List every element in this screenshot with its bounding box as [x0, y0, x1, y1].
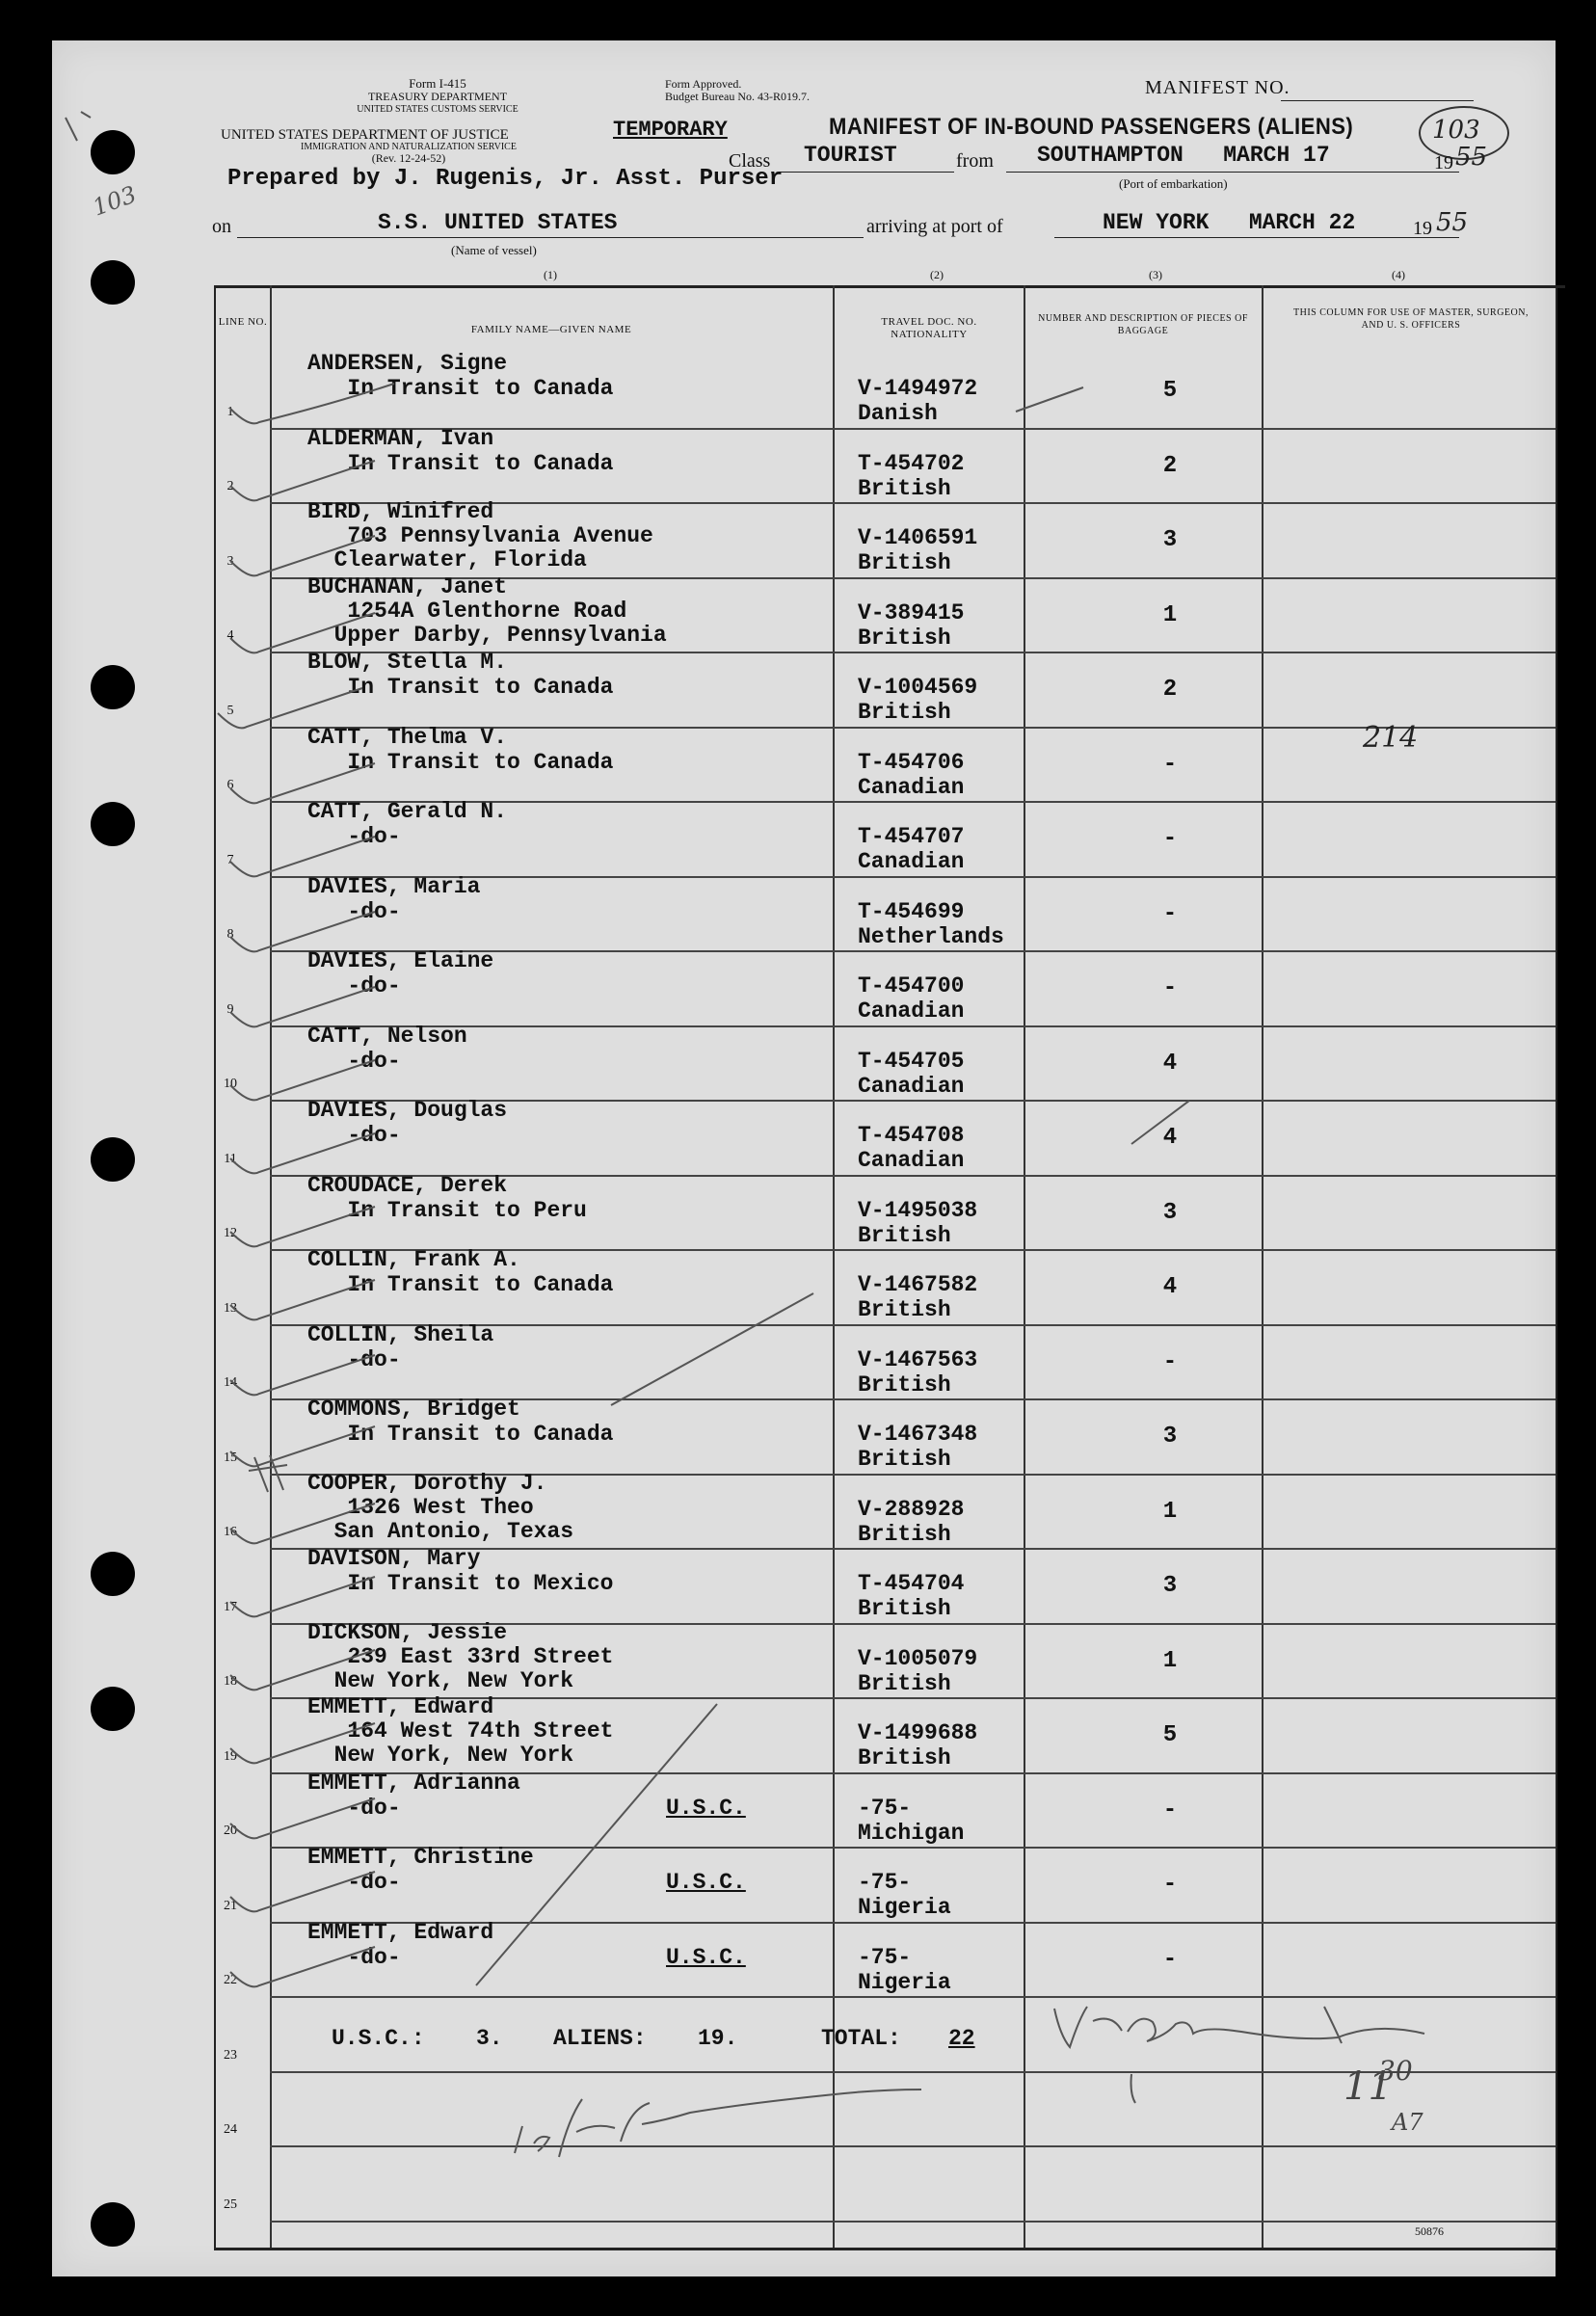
passenger-name: COMMONS, Bridget In Transit to Canada — [307, 1397, 614, 1447]
baggage-count: 1 — [1162, 1647, 1178, 1674]
baggage-count: 3 — [1162, 1199, 1178, 1226]
usc-marker: U.S.C. — [666, 1944, 746, 1970]
line-number: 20 — [224, 1824, 237, 1838]
usc-marker: U.S.C. — [666, 1870, 746, 1895]
manifest-no-label: MANIFEST NO. — [1145, 77, 1290, 98]
baggage-count: - — [1162, 751, 1178, 778]
passenger-name: EMMETT, Adrianna -do- — [307, 1770, 520, 1821]
col-num-1: (1) — [544, 268, 557, 281]
baggage-count: 4 — [1162, 1125, 1178, 1151]
baggage-count: 4 — [1162, 1050, 1178, 1077]
travel-doc-nationality: -75- Nigeria — [858, 1944, 951, 1995]
travel-doc-nationality: V-1499688 British — [858, 1720, 978, 1770]
baggage-count: - — [1162, 975, 1178, 1001]
footer-code: 50876 — [1415, 2224, 1444, 2238]
baggage-count: - — [1162, 826, 1178, 852]
vessel-name: S.S. UNITED STATES — [378, 210, 618, 235]
travel-doc-nationality: V-1004569 British — [858, 675, 978, 725]
punch-hole — [91, 130, 135, 174]
travel-doc-nationality: V-1494972 Danish — [858, 376, 978, 426]
manifest-page — [52, 40, 1556, 2276]
totals-aliens-label: ALIENS: — [553, 2026, 647, 2051]
manifest-title: MANIFEST OF IN-BOUND PASSENGERS (ALIENS) — [829, 114, 1354, 140]
col-head-baggage: NUMBER AND DESCRIPTION OF PIECES OF BAGGAGE — [1038, 313, 1248, 336]
travel-doc-nationality: T-454702 British — [858, 450, 965, 501]
fraction-bottom: A7 — [1392, 2109, 1423, 2136]
passenger-name: ALDERMAN, Ivan In Transit to Canada — [307, 425, 614, 476]
totals-aliens-value: 19. — [698, 2026, 738, 2051]
punch-hole — [91, 260, 135, 305]
budget-bureau: Budget Bureau No. 43-R019.7. — [665, 90, 810, 103]
travel-doc-nationality: V-1467582 British — [858, 1272, 978, 1322]
passenger-name: ANDERSEN, Signe In Transit to Canada — [307, 351, 614, 401]
baggage-count: 3 — [1162, 1573, 1178, 1599]
totals-usc-label: U.S.C.: — [332, 2026, 425, 2051]
line-number: 1 — [226, 404, 234, 419]
travel-doc-nationality: V-1467348 British — [858, 1422, 978, 1472]
pen-marks-graphic — [52, 40, 1556, 2276]
line-number: 16 — [224, 1525, 237, 1539]
line-number: 22 — [224, 1973, 237, 1987]
travel-doc-nationality: T-454700 Canadian — [858, 973, 965, 1024]
baggage-count: 5 — [1162, 378, 1178, 404]
line-number: 15 — [224, 1450, 237, 1465]
baggage-count: - — [1162, 900, 1178, 927]
travel-doc-nationality: T-454707 Canadian — [858, 824, 965, 874]
margin-number: 103 — [89, 180, 141, 222]
line-number: 24 — [224, 2122, 237, 2137]
travel-doc-nationality: T-454704 British — [858, 1571, 965, 1621]
line-number: 10 — [224, 1077, 237, 1091]
line-number: 14 — [224, 1375, 237, 1390]
col-head-line: LINE NO. — [218, 316, 268, 328]
passenger-name: EMMETT, Edward 164 West 74th Street New York, New York — [307, 1694, 614, 1768]
baggage-count: - — [1162, 1946, 1178, 1973]
passenger-name: BUCHANAN, Janet 1254A Glenthorne Road Upper Darby, Pennsylvania — [307, 573, 667, 648]
fraction-top: 30 — [1378, 2055, 1413, 2087]
baggage-count: 2 — [1162, 452, 1178, 479]
baggage-count: - — [1162, 1797, 1178, 1824]
line-number: 18 — [224, 1674, 237, 1689]
punch-hole — [91, 2202, 135, 2247]
travel-doc-nationality: V-1495038 British — [858, 1197, 978, 1248]
passenger-name: BLOW, Stella M. In Transit to Canada — [307, 650, 614, 700]
passenger-name: COLLIN, Frank A. In Transit to Canada — [307, 1247, 614, 1297]
punch-hole — [91, 1137, 135, 1182]
arriving-value: NEW YORK MARCH 22 — [1103, 210, 1356, 235]
col-head-doc: TRAVEL DOC. NO. NATIONALITY — [881, 316, 977, 340]
line-number: 9 — [226, 1001, 234, 1017]
passenger-name: CROUDACE, Derek In Transit to Peru — [307, 1172, 587, 1223]
year-prefix-1: 19 — [1434, 152, 1453, 173]
baggage-count: 5 — [1162, 1722, 1178, 1748]
line-number: 21 — [224, 1898, 237, 1913]
vessel-name-label: (Name of vessel) — [451, 243, 537, 257]
from-value: SOUTHAMPTON MARCH 17 — [1037, 143, 1330, 168]
punch-hole — [91, 802, 135, 846]
line-number: 25 — [224, 2196, 237, 2212]
totals-usc-value: 3. — [476, 2026, 503, 2051]
travel-doc-nationality: T-454708 Canadian — [858, 1123, 965, 1173]
fraction-left: 11 — [1343, 2064, 1393, 2109]
totals-total-value: 22 — [948, 2026, 975, 2051]
usc-marker: U.S.C. — [666, 1795, 746, 1821]
passenger-name: CATT, Gerald N. -do- — [307, 799, 508, 849]
arriving-label: arriving at port of — [866, 216, 1003, 237]
travel-doc-nationality: -75- Michigan — [858, 1795, 965, 1846]
travel-doc-nationality: V-389415 British — [858, 599, 965, 651]
line-number: 23 — [224, 2047, 237, 2063]
travel-doc-nationality: V-288928 British — [858, 1496, 965, 1547]
line-number: 8 — [226, 927, 234, 942]
passenger-name: EMMETT, Edward -do- — [307, 1919, 494, 1970]
prepared-by: Prepared by J. Rugenis, Jr. Asst. Purser — [227, 166, 784, 192]
travel-doc-nationality: T-454705 Canadian — [858, 1048, 965, 1099]
travel-doc-nationality: T-454706 Canadian — [858, 749, 965, 800]
on-label: on — [212, 216, 231, 237]
baggage-count: - — [1162, 1348, 1178, 1375]
revision-date: (Rev. 12-24-52) — [371, 151, 446, 165]
passenger-name: DAVIES, Elaine -do- — [307, 948, 494, 998]
col-num-2: (2) — [930, 268, 944, 281]
officer-note-214: 214 — [1363, 721, 1419, 755]
line-number: 7 — [226, 852, 234, 867]
baggage-count: 4 — [1162, 1274, 1178, 1300]
passenger-name: BIRD, Winifred 703 Pennsylvania Avenue Clearwater, Florida — [307, 499, 653, 572]
class-value: TOURIST — [804, 143, 897, 168]
baggage-count: - — [1162, 1872, 1178, 1898]
baggage-count: 1 — [1162, 1498, 1178, 1525]
punch-hole — [91, 1552, 135, 1596]
form-approved: Form Approved. — [665, 77, 742, 91]
baggage-count: 3 — [1162, 1424, 1178, 1450]
passenger-name: DICKSON, Jessie 239 East 33rd Street New York, New York — [307, 1619, 614, 1693]
passenger-name: COOPER, Dorothy J. 1326 West Theo San Antonio, Texas — [307, 1470, 574, 1544]
punch-hole — [91, 1687, 135, 1731]
passenger-name: CATT, Nelson -do- — [307, 1023, 467, 1074]
line-number: 17 — [224, 1599, 237, 1614]
col-num-3: (3) — [1149, 268, 1162, 281]
line-number: 19 — [224, 1748, 237, 1764]
totals-total-label: TOTAL: — [821, 2026, 901, 2051]
line-number: 6 — [226, 778, 234, 792]
line-number: 2 — [226, 479, 234, 493]
baggage-count: 3 — [1162, 527, 1178, 553]
travel-doc-nationality: T-454699 Netherlands — [858, 898, 1004, 949]
travel-doc-nationality: V-1467563 British — [858, 1346, 978, 1398]
travel-doc-nationality: V-1406591 British — [858, 525, 978, 575]
year-1: 55 — [1455, 143, 1488, 172]
passenger-name: CATT, Thelma V. In Transit to Canada — [307, 724, 614, 775]
manifest-number: 103 — [1432, 116, 1480, 145]
col-num-4: (4) — [1392, 268, 1405, 281]
line-number: 11 — [224, 1151, 237, 1166]
baggage-count: 2 — [1162, 677, 1178, 703]
from-label: from — [956, 150, 994, 172]
col-head-officers: THIS COLUMN FOR USE OF MASTER, SURGEON, AND U. S. OFFICERS — [1293, 307, 1529, 331]
travel-doc-nationality: -75- Nigeria — [858, 1870, 951, 1920]
passenger-name: DAVIES, Douglas -do- — [307, 1098, 508, 1148]
passenger-name: EMMETT, Christine -do- — [307, 1845, 534, 1895]
treasury-dept: TREASURY DEPARTMENT — [367, 90, 508, 103]
temporary-label: TEMPORARY — [613, 118, 728, 142]
year-2: 55 — [1436, 208, 1469, 237]
baggage-count: 1 — [1162, 601, 1178, 628]
line-number: 3 — [226, 553, 234, 569]
class-label: Class — [729, 150, 771, 172]
col-head-name: FAMILY NAME—GIVEN NAME — [470, 324, 632, 335]
line-number: 5 — [226, 703, 234, 718]
justice-dept: UNITED STATES DEPARTMENT OF JUSTICE — [221, 127, 509, 143]
ins-service: IMMIGRATION AND NATURALIZATION SERVICE — [301, 142, 517, 152]
form-number: Form I-415 — [409, 76, 466, 91]
port-embarkation-label: (Port of embarkation) — [1119, 176, 1228, 191]
line-number: 12 — [224, 1226, 237, 1240]
passenger-name: DAVISON, Mary In Transit to Mexico — [307, 1546, 614, 1596]
passenger-name: COLLIN, Sheila -do- — [307, 1321, 494, 1372]
line-number: 13 — [224, 1300, 237, 1316]
punch-hole — [91, 665, 135, 709]
customs-service: UNITED STATES CUSTOMS SERVICE — [357, 104, 519, 115]
line-number: 4 — [226, 628, 234, 643]
passenger-name: DAVIES, Maria -do- — [307, 873, 481, 924]
travel-doc-nationality: V-1005079 British — [858, 1645, 978, 1696]
year-prefix-2: 19 — [1413, 218, 1432, 239]
